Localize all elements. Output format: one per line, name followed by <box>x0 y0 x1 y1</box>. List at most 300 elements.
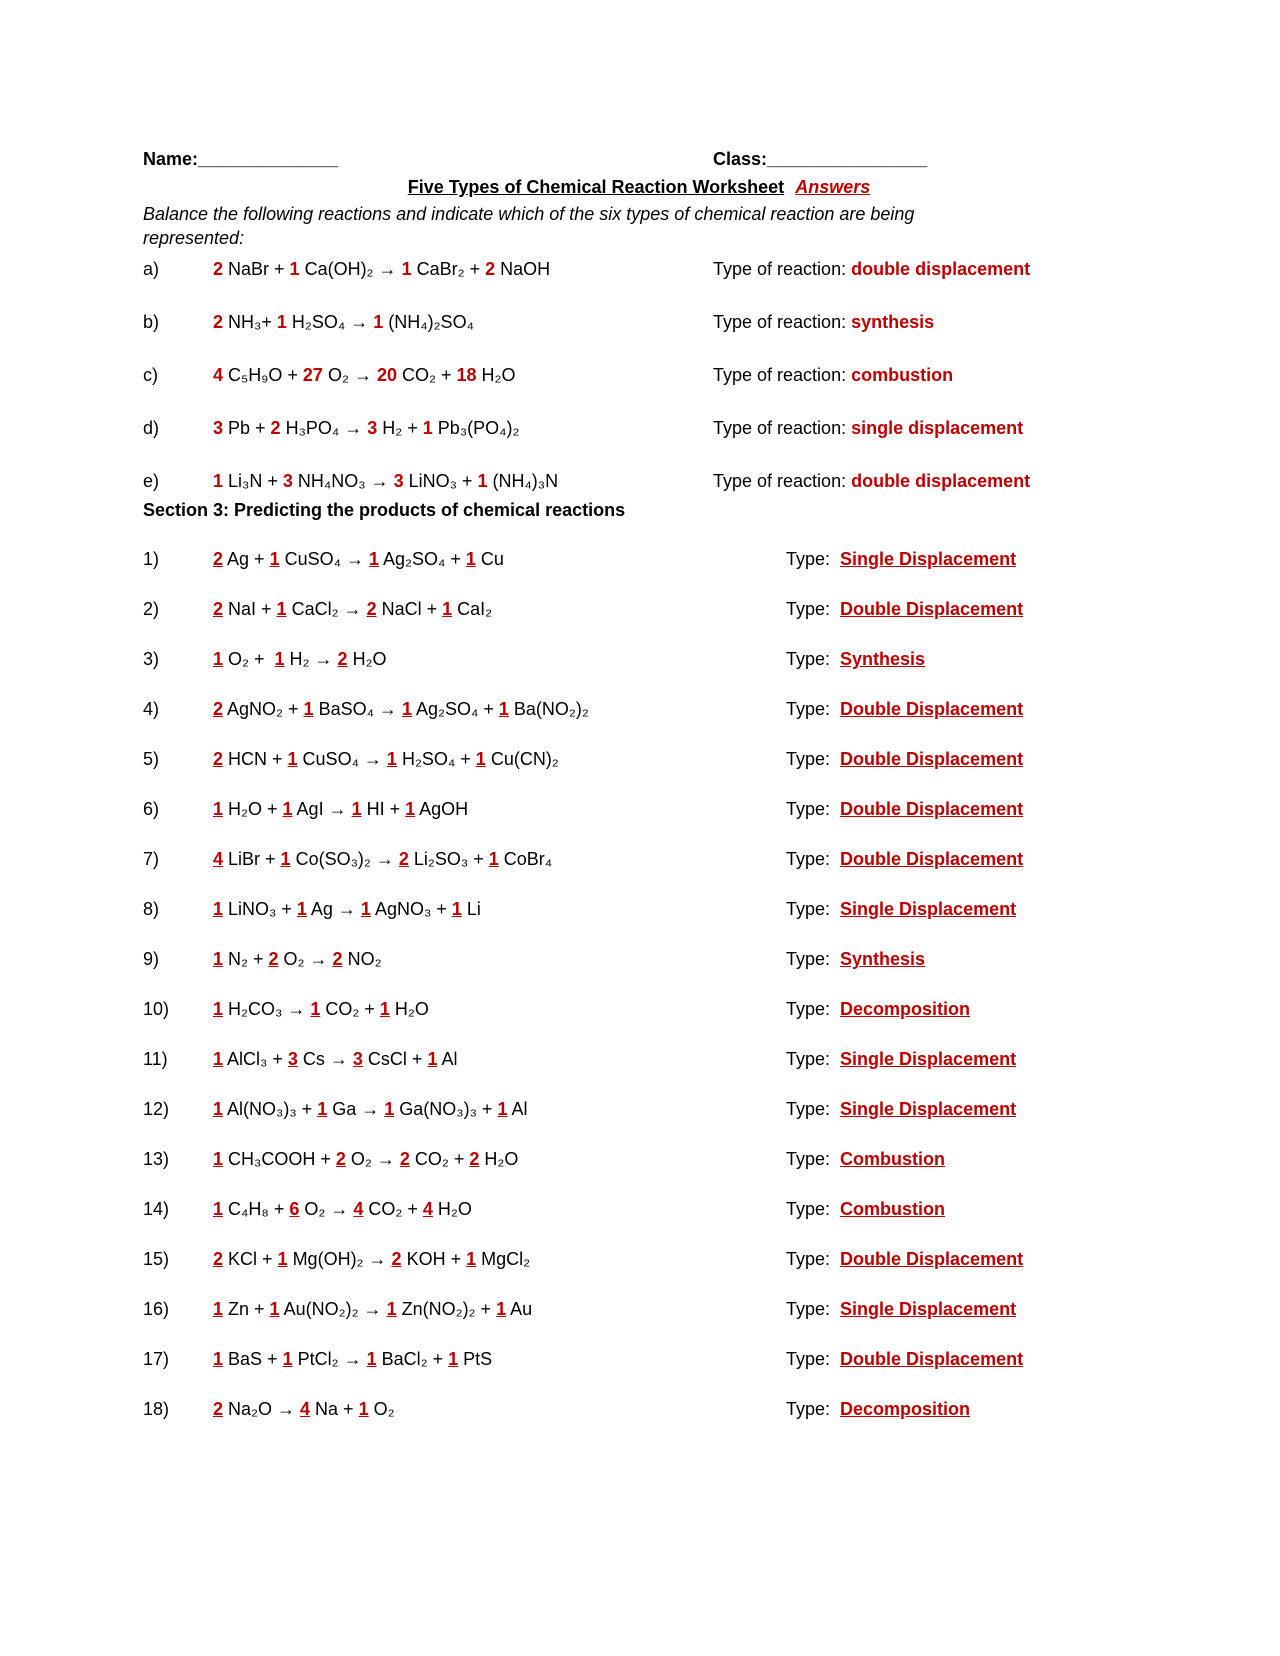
type-prefix: Type: <box>786 999 841 1019</box>
type-prefix: Type: <box>786 599 841 619</box>
type-cell <box>713 469 1135 493</box>
item-label: 3) <box>143 649 160 669</box>
item-label: 14) <box>143 1199 170 1219</box>
type-answer: synthesis <box>851 312 935 332</box>
formula-text: Cu <box>475 549 504 569</box>
type-answer: Combustion <box>840 1149 946 1169</box>
equation <box>213 310 713 334</box>
item-label: d) <box>143 418 160 438</box>
type-answer: Double Displacement <box>840 1349 1024 1369</box>
coefficient: 2 <box>270 418 281 438</box>
type-answer: Single Displacement <box>840 549 1017 569</box>
item-label: 4) <box>143 699 160 719</box>
type-prefix: Type: <box>786 1199 841 1219</box>
type-cell <box>786 1347 1135 1371</box>
coefficient: 27 <box>302 365 323 385</box>
formula-text: Al(NO₃)₃ + <box>223 1099 318 1119</box>
coefficient: 1 <box>386 749 397 769</box>
coefficient: 1 <box>442 599 453 619</box>
reaction-row <box>143 257 1135 281</box>
reaction-row <box>143 1197 1135 1221</box>
type-cell <box>786 597 1135 621</box>
type-cell <box>786 747 1135 771</box>
coefficient: 1 <box>401 259 412 279</box>
type-prefix: Type: <box>786 699 841 719</box>
equation <box>213 1247 786 1271</box>
formula-text: Ag + <box>223 549 270 569</box>
type-answer: Single Displacement <box>840 1099 1017 1119</box>
type-answer: Double Displacement <box>840 1249 1024 1269</box>
coefficient: 1 <box>366 1349 377 1369</box>
coefficient: 1 <box>475 749 486 769</box>
formula-text: Ga → <box>327 1099 385 1119</box>
equation <box>213 1397 786 1421</box>
formula-text: Ag₂SO₄ + <box>378 549 466 569</box>
coefficient: 2 <box>398 849 409 869</box>
formula-text: Zn + <box>223 1299 270 1319</box>
coefficient: 1 <box>498 699 509 719</box>
type-answer: Synthesis <box>840 949 926 969</box>
type-prefix: Type: <box>786 1149 841 1169</box>
coefficient: 1 <box>477 471 488 491</box>
formula-text: H₂CO₃ → <box>223 999 311 1019</box>
coefficient: 1 <box>373 312 384 332</box>
coefficient: 2 <box>485 259 496 279</box>
formula-text: BaCl₂ + <box>376 1349 449 1369</box>
coefficient: 2 <box>366 599 377 619</box>
type-cell <box>786 1047 1135 1071</box>
formula-text: Li₃N + <box>223 471 283 491</box>
coefficient: 1 <box>277 1249 288 1269</box>
formula-text: Au <box>506 1299 533 1319</box>
coefficient: 1 <box>427 1049 438 1069</box>
item-label: 15) <box>143 1249 170 1269</box>
type-prefix: Type of reaction: <box>713 471 852 491</box>
type-prefix: Type: <box>786 849 841 869</box>
type-answer: Combustion <box>840 1199 946 1219</box>
equation <box>213 647 786 671</box>
type-cell <box>713 310 1135 334</box>
coefficient: 1 <box>465 549 476 569</box>
formula-text: H₂SO₄ + <box>396 749 476 769</box>
item-label: 9) <box>143 949 160 969</box>
item-label: e) <box>143 471 160 491</box>
coefficient: 1 <box>213 1199 224 1219</box>
formula-text: AgNO₃ + <box>370 899 452 919</box>
coefficient: 1 <box>213 999 224 1019</box>
item-label: 10) <box>143 999 170 1019</box>
reaction-row <box>143 997 1135 1021</box>
formula-text: LiNO₃ + <box>223 899 297 919</box>
formula-text: O₂ → <box>299 1199 354 1219</box>
formula-text: NH₄NO₃ → <box>292 471 394 491</box>
formula-text: NaOH <box>495 259 551 279</box>
formula-text: Al <box>437 1049 458 1069</box>
coefficient: 2 <box>213 599 224 619</box>
coefficient: 1 <box>303 699 314 719</box>
type-answer: single displacement <box>851 418 1024 438</box>
coefficient: 2 <box>213 699 224 719</box>
coefficient: 1 <box>384 1099 395 1119</box>
item-label: 11) <box>143 1049 168 1069</box>
formula-text: NO₂ <box>342 949 382 969</box>
formula-text: CO₂ + <box>363 1199 423 1219</box>
coefficient: 2 <box>337 649 348 669</box>
formula-text: CuSO₄ → <box>279 549 369 569</box>
formula-text: Pb₃(PO₄)₂ <box>432 418 520 438</box>
type-cell <box>786 947 1135 971</box>
equation <box>213 1047 786 1071</box>
formula-text: CaBr₂ + <box>411 259 486 279</box>
formula-text: Ba(NO₂)₂ <box>508 699 589 719</box>
equation <box>213 897 786 921</box>
name-field: Name:______________ <box>143 149 339 169</box>
type-prefix: Type of reaction: <box>713 312 852 332</box>
formula-text: BaS + <box>223 1349 283 1369</box>
formula-text: N₂ + <box>223 949 269 969</box>
coefficient: 1 <box>310 999 321 1019</box>
type-prefix: Type: <box>786 1399 841 1419</box>
formula-text: NaBr + <box>223 259 290 279</box>
formula-text: NaCl + <box>376 599 443 619</box>
formula-text: Cu(CN)₂ <box>485 749 559 769</box>
coefficient: 1 <box>466 1249 477 1269</box>
coefficient: 2 <box>213 1399 224 1419</box>
formula-text: H₂O + <box>223 799 283 819</box>
title-row <box>143 175 1135 199</box>
equation <box>213 997 786 1021</box>
type-cell <box>786 897 1135 921</box>
equation <box>213 1097 786 1121</box>
reaction-row <box>143 797 1135 821</box>
formula-text: C₄H₈ + <box>223 1199 290 1219</box>
coefficient: 1 <box>488 849 499 869</box>
type-cell <box>713 363 1135 387</box>
equation <box>213 416 713 440</box>
item-label: 2) <box>143 599 160 619</box>
formula-text: CaI₂ <box>452 599 493 619</box>
item-label: 7) <box>143 849 160 869</box>
coefficient: 1 <box>422 418 433 438</box>
type-cell <box>786 1247 1135 1271</box>
formula-text: H₃PO₄ → <box>280 418 368 438</box>
formula-text: CO₂ + <box>320 999 380 1019</box>
formula-text: H₂O <box>432 1199 472 1219</box>
coefficient: 1 <box>276 599 287 619</box>
type-cell <box>713 257 1135 281</box>
equation <box>213 847 786 871</box>
type-prefix: Type: <box>786 899 841 919</box>
type-cell <box>786 997 1135 1021</box>
reaction-row <box>143 1397 1135 1421</box>
reaction-row <box>143 1247 1135 1271</box>
type-prefix: Type: <box>786 549 841 569</box>
reaction-row <box>143 747 1135 771</box>
formula-text: Mg(OH)₂ → <box>287 1249 392 1269</box>
coefficient: 4 <box>213 849 224 869</box>
type-answer: double displacement <box>851 471 1031 491</box>
coefficient: 1 <box>282 799 293 819</box>
type-prefix: Type of reaction: <box>713 418 852 438</box>
coefficient: 1 <box>213 899 224 919</box>
item-label: a) <box>143 259 160 279</box>
reaction-row <box>143 847 1135 871</box>
predicting-items-list <box>143 547 1135 1421</box>
reaction-row <box>143 1297 1135 1321</box>
type-answer: Double Displacement <box>840 599 1024 619</box>
item-label: 12) <box>143 1099 170 1119</box>
type-answer: Single Displacement <box>840 1299 1017 1319</box>
formula-text: BaSO₄ → <box>313 699 402 719</box>
reaction-row <box>143 310 1135 334</box>
balancing-items-list <box>143 257 1135 493</box>
coefficient: 2 <box>335 1149 346 1169</box>
formula-text: Li₂SO₃ + <box>408 849 489 869</box>
coefficient: 18 <box>456 365 477 385</box>
coefficient: 3 <box>393 471 404 491</box>
item-label: 5) <box>143 749 160 769</box>
coefficient: 1 <box>213 1149 224 1169</box>
reaction-row <box>143 363 1135 387</box>
coefficient: 1 <box>213 1049 224 1069</box>
equation <box>213 947 786 971</box>
type-prefix: Type: <box>786 799 841 819</box>
coefficient: 1 <box>386 1299 397 1319</box>
coefficient: 4 <box>300 1399 311 1419</box>
type-cell <box>786 847 1135 871</box>
formula-text: PtCl₂ → <box>292 1349 367 1369</box>
formula-text: CoBr₄ <box>498 849 553 869</box>
section3-heading: Section 3: Predicting the products of chemical reactions <box>143 500 626 520</box>
type-cell <box>786 1297 1135 1321</box>
title-answers-label: Answers <box>795 177 871 197</box>
coefficient: 1 <box>368 549 379 569</box>
type-prefix: Type: <box>786 1349 841 1369</box>
formula-text: AgI → <box>292 799 352 819</box>
reaction-row <box>143 416 1135 440</box>
coefficient: 1 <box>274 649 285 669</box>
coefficient: 1 <box>213 1349 224 1369</box>
coefficient: 4 <box>422 1199 433 1219</box>
coefficient: 3 <box>352 1049 363 1069</box>
item-label: 13) <box>143 1149 170 1169</box>
formula-text: O₂ <box>368 1399 395 1419</box>
formula-text: Ga(NO₃)₃ + <box>394 1099 498 1119</box>
formula-text: KOH + <box>401 1249 467 1269</box>
formula-text: PtS <box>458 1349 493 1369</box>
coefficient: 3 <box>367 418 378 438</box>
formula-text: H₂SO₄ → <box>286 312 374 332</box>
formula-text: Li <box>461 899 481 919</box>
reaction-row <box>143 1347 1135 1371</box>
equation <box>213 697 786 721</box>
type-answer: combustion <box>851 365 954 385</box>
coefficient: 1 <box>497 1099 508 1119</box>
formula-text: Al <box>507 1099 528 1119</box>
coefficient: 1 <box>379 999 390 1019</box>
equation <box>213 469 713 493</box>
coefficient: 1 <box>358 1399 369 1419</box>
formula-text: (NH₄)₂SO₄ <box>383 312 474 332</box>
type-answer: Decomposition <box>840 1399 971 1419</box>
equation <box>213 547 786 571</box>
coefficient: 1 <box>269 1299 280 1319</box>
coefficient: 1 <box>448 1349 459 1369</box>
formula-text: CH₃COOH + <box>223 1149 336 1169</box>
formula-text: Ag → <box>306 899 361 919</box>
coefficient: 1 <box>496 1299 507 1319</box>
type-cell <box>786 697 1135 721</box>
item-label: 16) <box>143 1299 170 1319</box>
coefficient: 1 <box>405 799 416 819</box>
formula-text: H₂ + <box>377 418 423 438</box>
coefficient: 3 <box>213 418 224 438</box>
coefficient: 1 <box>401 699 412 719</box>
reaction-row <box>143 597 1135 621</box>
coefficient: 4 <box>213 365 224 385</box>
equation <box>213 1297 786 1321</box>
type-answer: Single Displacement <box>840 899 1017 919</box>
reaction-row <box>143 547 1135 571</box>
type-prefix: Type: <box>786 749 841 769</box>
coefficient: 1 <box>213 649 224 669</box>
type-cell <box>786 1147 1135 1171</box>
type-cell <box>786 647 1135 671</box>
equation <box>213 797 786 821</box>
type-cell <box>786 797 1135 821</box>
coefficient: 2 <box>213 749 224 769</box>
formula-text: Ag₂SO₄ + <box>411 699 499 719</box>
coefficient: 1 <box>213 471 224 491</box>
equation <box>213 747 786 771</box>
item-label: 1) <box>143 549 160 569</box>
formula-text: H₂O <box>347 649 387 669</box>
coefficient: 2 <box>399 1149 410 1169</box>
type-answer: Decomposition <box>840 999 971 1019</box>
formula-text: AgNO₂ + <box>223 699 304 719</box>
coefficient: 6 <box>289 1199 300 1219</box>
type-answer: Double Displacement <box>840 799 1024 819</box>
coefficient: 1 <box>213 799 224 819</box>
formula-text: O₂ → <box>278 949 333 969</box>
type-cell <box>786 1097 1135 1121</box>
equation <box>213 1347 786 1371</box>
formula-text: CO₂ + <box>396 365 457 385</box>
formula-text: CuSO₄ → <box>297 749 387 769</box>
formula-text: Co(SO₃)₂ → <box>290 849 399 869</box>
type-cell <box>713 416 1135 440</box>
formula-text: AgOH <box>415 799 469 819</box>
formula-text: LiBr + <box>223 849 281 869</box>
instructions-text: Balance the following reactions and indicate which of the six types of chemical reaction are being represented: <box>143 204 915 248</box>
formula-text: HCN + <box>223 749 288 769</box>
formula-text: H₂O <box>479 1149 519 1169</box>
reaction-row <box>143 647 1135 671</box>
type-prefix: Type: <box>786 1299 841 1319</box>
formula-text: H₂ → <box>284 649 338 669</box>
reaction-row <box>143 947 1135 971</box>
formula-text: Ca(OH)₂ → <box>299 259 402 279</box>
coefficient: 2 <box>391 1249 402 1269</box>
type-prefix: Type of reaction: <box>713 259 852 279</box>
type-answer: Single Displacement <box>840 1049 1017 1069</box>
coefficient: 2 <box>213 549 224 569</box>
reaction-row <box>143 1097 1135 1121</box>
coefficient: 1 <box>289 259 300 279</box>
formula-text: MgCl₂ <box>476 1249 531 1269</box>
coefficient: 2 <box>332 949 343 969</box>
coefficient: 2 <box>469 1149 480 1169</box>
coefficient: 1 <box>276 312 287 332</box>
formula-text: NH₃+ <box>223 312 277 332</box>
type-prefix: Type: <box>786 949 841 969</box>
equation <box>213 1147 786 1171</box>
coefficient: 1 <box>360 899 371 919</box>
formula-text: H₂O <box>389 999 429 1019</box>
coefficient: 1 <box>451 899 462 919</box>
class-field: Class:________________ <box>713 149 928 169</box>
formula-text: O₂ + <box>223 649 275 669</box>
type-answer: Double Displacement <box>840 699 1024 719</box>
page-title: Five Types of Chemical Reaction Worksheet <box>407 177 785 197</box>
formula-text: Zn(NO₂)₂ + <box>396 1299 497 1319</box>
formula-text: H₂O <box>476 365 516 385</box>
formula-text: CsCl + <box>362 1049 428 1069</box>
formula-text: AlCl₃ + <box>223 1049 288 1069</box>
type-answer: Double Displacement <box>840 749 1024 769</box>
equation <box>213 1197 786 1221</box>
coefficient: 1 <box>282 1349 293 1369</box>
equation <box>213 597 786 621</box>
item-label: 18) <box>143 1399 170 1419</box>
formula-text: O₂ → <box>322 365 377 385</box>
coefficient: 2 <box>268 949 279 969</box>
type-prefix: Type of reaction: <box>713 365 852 385</box>
item-label: 17) <box>143 1349 170 1369</box>
reaction-row <box>143 897 1135 921</box>
formula-text: Au(NO₂)₂ → <box>279 1299 387 1319</box>
type-cell <box>786 1397 1135 1421</box>
coefficient: 3 <box>287 1049 298 1069</box>
coefficient: 1 <box>213 949 224 969</box>
coefficient: 1 <box>213 1299 224 1319</box>
coefficient: 1 <box>351 799 362 819</box>
equation <box>213 257 713 281</box>
formula-text: Na₂O → <box>223 1399 301 1419</box>
coefficient: 1 <box>269 549 280 569</box>
type-prefix: Type: <box>786 1049 841 1069</box>
coefficient: 1 <box>280 849 291 869</box>
item-label: c) <box>143 365 158 385</box>
coefficient: 2 <box>213 259 224 279</box>
coefficient: 1 <box>296 899 307 919</box>
coefficient: 3 <box>282 471 293 491</box>
equation <box>213 363 713 387</box>
coefficient: 2 <box>213 312 224 332</box>
type-answer: Double Displacement <box>840 849 1024 869</box>
reaction-row <box>143 1047 1135 1071</box>
type-answer: double displacement <box>851 259 1031 279</box>
type-answer: Synthesis <box>840 649 926 669</box>
coefficient: 4 <box>353 1199 364 1219</box>
formula-text: O₂ → <box>345 1149 400 1169</box>
coefficient: 1 <box>317 1099 328 1119</box>
formula-text: (NH₄)₃N <box>487 471 559 491</box>
formula-text: KCl + <box>223 1249 278 1269</box>
type-cell <box>786 1197 1135 1221</box>
reaction-row <box>143 697 1135 721</box>
type-prefix: Type: <box>786 1099 841 1119</box>
